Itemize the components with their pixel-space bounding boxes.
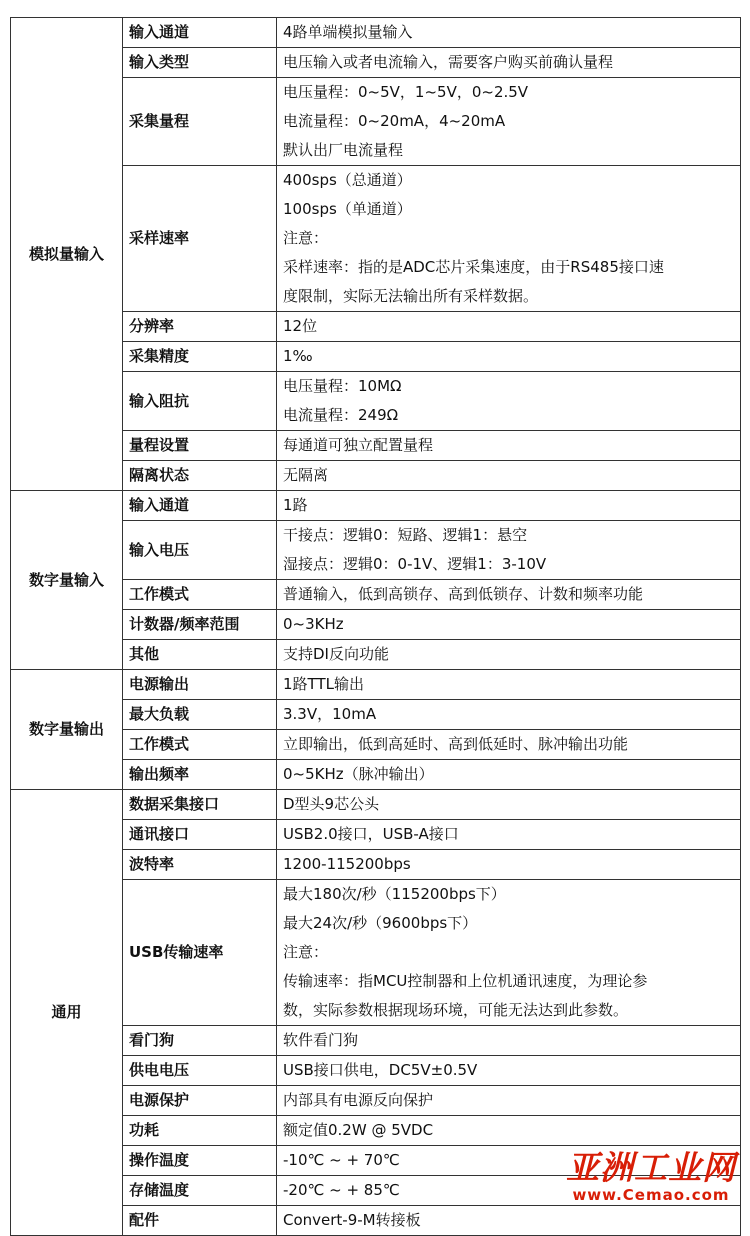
spec-label: 电源输出 (123, 670, 277, 700)
spec-value (277, 78, 741, 166)
spec-value-line: 4路单端模拟量输入 (283, 23, 413, 41)
spec-value-line: 1200-115200bps (283, 855, 411, 873)
spec-label: 功耗 (123, 1116, 277, 1146)
spec-value-line: 无隔离 (283, 466, 329, 484)
spec-value-line: 电压量程：0~5V，1~5V，0~2.5V (283, 83, 529, 101)
spec-value (277, 372, 741, 431)
spec-value-line: 电压输入或者电流输入，需要客户购买前确认量程 (283, 53, 614, 71)
spec-value-line: 干接点：逻辑0：短路、逻辑1：悬空 (283, 526, 528, 544)
spec-label: 采集量程 (123, 78, 277, 166)
spec-value-line: 电流量程：249Ω (283, 406, 399, 424)
spec-row (11, 670, 741, 700)
spec-row (11, 790, 741, 820)
spec-value-line: -10℃ ~ + 70℃ (283, 1151, 400, 1169)
spec-table (10, 17, 741, 1236)
spec-label: 输入电压 (123, 521, 277, 580)
section-category: 数字量输入 (11, 491, 123, 670)
spec-value-line: 400sps（总通道） (283, 171, 412, 189)
spec-value (277, 760, 741, 790)
spec-value-line: 数，实际参数根据现场环境，可能无法达到此参数。 (283, 1001, 629, 1019)
spec-value (277, 491, 741, 521)
section-category: 通用 (11, 790, 123, 1236)
spec-value-line: 注意： (283, 943, 329, 961)
spec-label: 输入通道 (123, 18, 277, 48)
spec-value (277, 700, 741, 730)
watermark-url-text: www.Cemao.com (572, 1186, 730, 1204)
spec-value-line: 默认出厂电流量程 (283, 141, 404, 159)
spec-value (277, 820, 741, 850)
spec-value-line: 采样速率：指的是ADC芯片采集速度，由于RS485接口速 (283, 258, 664, 276)
spec-label: 供电电压 (123, 1056, 277, 1086)
spec-label: 配件 (123, 1206, 277, 1236)
spec-label: 采集精度 (123, 342, 277, 372)
spec-value-line: 立即输出，低到高延时、高到低延时、脉冲输出功能 (283, 735, 629, 753)
spec-label: USB传输速率 (123, 880, 277, 1026)
spec-label: 量程设置 (123, 431, 277, 461)
spec-value-line: 传输速率：指MCU控制器和上位机通讯速度，为理论参 (283, 972, 648, 990)
spec-value-line: 支持DI反向功能 (283, 645, 389, 663)
spec-value (277, 610, 741, 640)
spec-value (277, 312, 741, 342)
spec-value-line: 0~5KHz（脉冲输出） (283, 765, 434, 783)
watermark-main-text: 亚洲工业网 (566, 1148, 736, 1187)
spec-row (11, 18, 741, 48)
spec-value-line: 内部具有电源反向保护 (283, 1091, 434, 1109)
spec-value (277, 1206, 741, 1236)
spec-label: 其他 (123, 640, 277, 670)
spec-table-body (11, 18, 741, 1236)
spec-label: 波特率 (123, 850, 277, 880)
spec-value-line: 每通道可独立配置量程 (283, 436, 434, 454)
spec-value-line: 1路TTL输出 (283, 675, 364, 693)
spec-value-line: 最大24次/秒（9600bps下） (283, 914, 478, 932)
spec-label: 看门狗 (123, 1026, 277, 1056)
spec-value-line: Convert-9-M转接板 (283, 1211, 421, 1229)
spec-label: 输入类型 (123, 48, 277, 78)
spec-value-line: 注意： (283, 229, 329, 247)
spec-label: 隔离状态 (123, 461, 277, 491)
spec-label: 分辨率 (123, 312, 277, 342)
spec-value-line: 湿接点：逻辑0：0-1V、逻辑1：3-10V (283, 555, 547, 573)
spec-label: 输入阻抗 (123, 372, 277, 431)
spec-value-line: 最大180次/秒（115200bps下） (283, 885, 506, 903)
spec-value-line: D型头9芯公头 (283, 795, 380, 813)
spec-value (277, 1116, 741, 1146)
spec-value-line: USB2.0接口，USB-A接口 (283, 825, 459, 843)
spec-label: 输出频率 (123, 760, 277, 790)
spec-label: 操作温度 (123, 1146, 277, 1176)
spec-value (277, 1056, 741, 1086)
spec-value (277, 730, 741, 760)
spec-value (277, 166, 741, 312)
spec-value-line: 额定值0.2W @ 5VDC (283, 1121, 434, 1139)
spec-label: 最大负载 (123, 700, 277, 730)
spec-value-line: 度限制，实际无法输出所有采样数据。 (283, 287, 539, 305)
spec-value (277, 431, 741, 461)
spec-value-line: 电压量程：10MΩ (283, 377, 402, 395)
spec-value-line: 1‰ (283, 347, 313, 365)
spec-value (277, 880, 741, 1026)
spec-value-line: 软件看门狗 (283, 1031, 359, 1049)
spec-label: 电源保护 (123, 1086, 277, 1116)
spec-value-line: 3.3V，10mA (283, 705, 377, 723)
spec-label: 采样速率 (123, 166, 277, 312)
spec-value (277, 18, 741, 48)
spec-row (11, 491, 741, 521)
spec-label: 工作模式 (123, 580, 277, 610)
spec-value (277, 48, 741, 78)
spec-value (277, 521, 741, 580)
section-category: 数字量输出 (11, 670, 123, 790)
spec-value (277, 461, 741, 491)
spec-value-line: 1路 (283, 496, 308, 514)
spec-label: 数据采集接口 (123, 790, 277, 820)
spec-value (277, 640, 741, 670)
spec-value (277, 790, 741, 820)
spec-value-line: 0~3KHz (283, 615, 344, 633)
spec-value (277, 1026, 741, 1056)
watermark-logo (562, 1150, 740, 1204)
spec-value (277, 670, 741, 700)
spec-label: 通讯接口 (123, 820, 277, 850)
spec-value (277, 850, 741, 880)
spec-label: 计数器/频率范围 (123, 610, 277, 640)
spec-value (277, 342, 741, 372)
spec-value (277, 1086, 741, 1116)
spec-value-line: 普通输入，低到高锁存、高到低锁存、计数和频率功能 (283, 585, 644, 603)
spec-label: 输入通道 (123, 491, 277, 521)
section-category: 模拟量输入 (11, 18, 123, 491)
spec-value (277, 580, 741, 610)
spec-value-line: -20℃ ~ + 85℃ (283, 1181, 400, 1199)
spec-value-line: 100sps（单通道） (283, 200, 412, 218)
spec-value-line: 12位 (283, 317, 318, 335)
spec-value-line: USB接口供电，DC5V±0.5V (283, 1061, 478, 1079)
spec-label: 工作模式 (123, 730, 277, 760)
spec-value-line: 电流量程：0~20mA，4~20mA (283, 112, 506, 130)
spec-label: 存储温度 (123, 1176, 277, 1206)
